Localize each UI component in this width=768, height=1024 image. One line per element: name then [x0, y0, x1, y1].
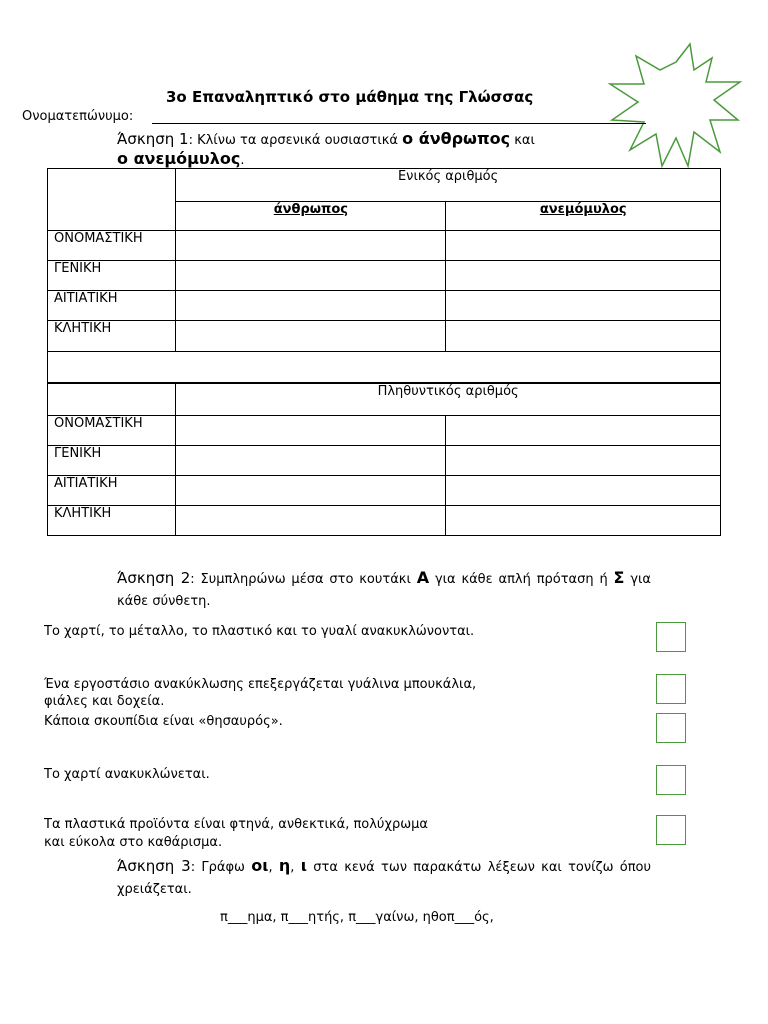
case-label: ΓΕΝΙΚΗ [48, 261, 176, 291]
exercise2-heading: Άσκηση 2: Συμπληρώνω μέσα στο κουτάκι Α για κάθε απλή πρόταση ή Σ για κάθε σύνθετη. [117, 568, 651, 609]
case-label: ΑΙΤΙΑΤΙΚΗ [48, 291, 176, 321]
letter-eta: η [278, 856, 291, 875]
answer-box-5[interactable] [656, 815, 686, 845]
letter-a: Α [416, 568, 430, 587]
answer-cell[interactable] [446, 506, 721, 536]
case-label: ΟΝΟΜΑΣΤΙΚΗ [48, 231, 176, 261]
name-label: Ονοματεπώνυμο: [22, 109, 134, 124]
answer-cell[interactable] [176, 321, 446, 352]
starburst-icon [606, 40, 746, 170]
case-label: ΚΛΗΤΙΚΗ [48, 506, 176, 536]
page-title: 3ο Επαναληπτικό στο μάθημα της Γλώσσας [166, 88, 534, 106]
answer-cell[interactable] [176, 261, 446, 291]
case-label: ΓΕΝΙΚΗ [48, 446, 176, 476]
sentence-5-line1: Τα πλαστικά προϊόντα είναι φτηνά, ανθεκτικά, πολύχρωμα [44, 817, 428, 832]
exercise3-heading: Άσκηση 3: Γράφω οι, η, ι στα κενά των παρακάτω λέξεων και τονίζω όπου χρειάζεται. [117, 856, 652, 897]
sentence-3: Κάποια σκουπίδια είναι «θησαυρός». [44, 714, 283, 729]
answer-cell[interactable] [446, 446, 721, 476]
answer-cell[interactable] [446, 291, 721, 321]
sentence-4: Το χαρτί ανακυκλώνεται. [44, 767, 210, 782]
plural-declension-table [47, 383, 721, 536]
singular-declension-table [47, 168, 721, 383]
case-label: ΑΙΤΙΑΤΙΚΗ [48, 476, 176, 506]
answer-box-4[interactable] [656, 765, 686, 795]
singular-header: Ενικός αριθμός [176, 169, 721, 202]
table-corner-cell [48, 384, 176, 416]
answer-box-2[interactable] [656, 674, 686, 704]
answer-cell[interactable] [176, 416, 446, 446]
exercise1-and: και [510, 133, 535, 148]
fill-in-words[interactable]: π___ημα, π___ητής, π___γαίνω, ηθοπ___ός, [220, 910, 494, 925]
exercise1-label: Άσκηση 1 [117, 130, 189, 148]
plural-header: Πληθυντικός αριθμός [176, 384, 721, 416]
case-label: ΚΛΗΤΙΚΗ [48, 321, 176, 352]
column-header-anthropos: άνθρωπος [176, 202, 446, 231]
answer-cell[interactable] [176, 231, 446, 261]
exercise2-label: Άσκηση 2 [117, 569, 191, 587]
exercise1-word2: ο ανεμόμυλος [117, 149, 241, 168]
table-corner-cell [48, 169, 176, 231]
answer-cell[interactable] [446, 231, 721, 261]
column-header-anemomylos: ανεμόμυλος [446, 202, 721, 231]
sentence-1: Το χαρτί, το μέταλλο, το πλαστικό και το γυαλί ανακυκλώνονται. [44, 624, 475, 639]
case-label: ΟΝΟΜΑΣΤΙΚΗ [48, 416, 176, 446]
answer-cell[interactable] [446, 321, 721, 352]
sentence-2-line2: φιάλες και δοχεία. [44, 694, 165, 709]
exercise1-instruction: : Κλίνω τα αρσενικά ουσιαστικά [188, 133, 403, 148]
exercise1-word1: ο άνθρωπος [402, 129, 511, 148]
sentence-5-line2: και εύκολα στο καθάρισμα. [44, 835, 223, 850]
answer-box-3[interactable] [656, 713, 686, 743]
answer-cell[interactable] [176, 291, 446, 321]
answer-box-1[interactable] [656, 622, 686, 652]
answer-cell[interactable] [176, 476, 446, 506]
answer-cell[interactable] [176, 446, 446, 476]
exercise1-heading-line2 [117, 149, 244, 168]
answer-cell[interactable] [446, 476, 721, 506]
letter-iota: ι [300, 856, 307, 875]
answer-cell[interactable] [446, 261, 721, 291]
letters-oi: οι [251, 856, 269, 875]
exercise3-label: Άσκηση 3 [117, 857, 191, 875]
name-field-line[interactable] [152, 123, 646, 124]
separator-row [48, 352, 721, 383]
sentence-2-line1: Ένα εργοστάσιο ανακύκλωσης επεξεργάζεται γυάλινα μπουκάλια, [44, 677, 477, 692]
exercise1-period: . [240, 153, 245, 168]
exercise1-heading [117, 129, 535, 148]
letter-s: Σ [613, 568, 625, 587]
answer-cell[interactable] [176, 506, 446, 536]
answer-cell[interactable] [446, 416, 721, 446]
